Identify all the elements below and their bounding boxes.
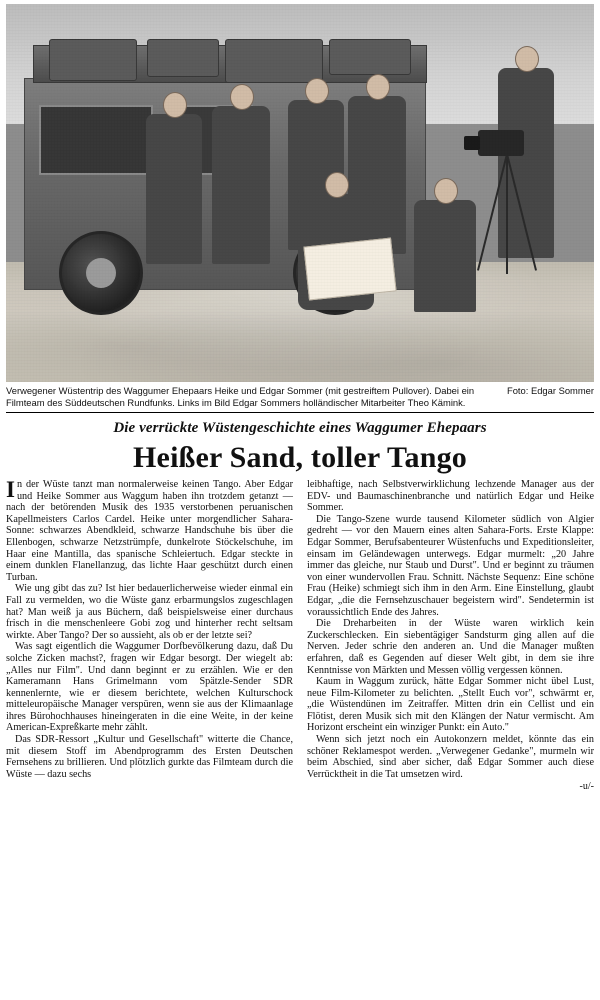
photo-wheel-left xyxy=(59,231,143,315)
photo-person-1 xyxy=(146,114,202,264)
paragraph: Wie ung gibt das zu? Ist hier bedauerlicherweise wieder einmal ein Fall zu vermelden, wo die Wüste ganz erbarmungslos zugeschlagen hat? Man weiß ja aus Büchern, daß beispielsweise einer durchaus frisch in die menschenleere Gobi zog und hinterher recht seltsam wirkte. Aber Tango? Der so aussieht, als ob er der letzte sei? xyxy=(6,583,293,641)
photo-camera-tripod xyxy=(506,154,508,274)
article-photo xyxy=(6,4,594,382)
article-signature: -u/- xyxy=(579,781,594,793)
article-column-left xyxy=(6,479,293,780)
photo-film-camera xyxy=(478,130,524,156)
paragraph: Das SDR-Ressort „Kultur und Gesellschaft" witterte die Chance, mit diesem Stoff im Abendprogramm des Ersten Deutschen Fernsehens zu brillieren. Und plötzlich gurkte das Filmteam durch die Wüste — dazu sechs xyxy=(6,734,293,780)
photo-cargo-4 xyxy=(329,39,411,75)
paragraph: Die Tango-Szene wurde tausend Kilometer südlich von Algier gedreht — vor den Mauern eines alten Sahara-Forts. Erste Klappe: Edgar Sommer, Berufsabenteurer Wüstenfuchs und Expeditionsleiter, einsam im Geländewagen unterwegs. Edgar murmelt: „20 Jahre immer das gleiche, nur Staub und Durst". Und er beginnt zu träumen von einer wundervollen Frau. Schnitt. Nächste Sequenz: Eine schöne Frau (Heike) schmiegt sich ihm in den Arm. Eine Einstellung, glaubt Edgar, „die die Fernsehzuschauer begeistern wird". Sendetermin ist voraussichtlich Ende des Jahres. xyxy=(307,513,594,618)
paragraph: Wenn sich jetzt noch ein Autokonzern meldet, könnte das ein schöner Reklamespot werden. „Verwegener Gedanke", murmeln wir beim Abschied, sind aber sicher, daß Edgar Sommer auch diese Verrücktheit in die Tat umsetzen wird. xyxy=(307,734,594,780)
paragraph: leibhaftige, nach Selbstverwirklichung lechzende Manager aus der EDV- und Baumaschinenbranche und natürlich Edgar und Heike Sommer. xyxy=(307,479,594,514)
paragraph: Was sagt eigentlich die Waggumer Dorfbevölkerung dazu, daß Du solche Zicken machst?, fragen wir Edgar besorgt. Der wiegelt ab: „Alles nur Film". Und dann beginnt er zu erzählen. Wie er den Kameramann Hans Grimelmann vom Spätzle-Sender SDR kennenlernte, wie er diesem berichtete, welchen Kulturschock mitteleuropäische Manager verspüren, wenn sie aus der Klimaanlage ihres Bürohochhauses hineingeraten in die eine Weite, in der keine American-Expreßkarte mehr zählt. xyxy=(6,641,293,734)
paragraph: In der Wüste tanzt man normalerweise keinen Tango. Aber Edgar und Heike Sommer aus Waggum haben ihn trotzdem getanzt — nach der betörenden Musik des 1935 verstorbenen peruanischen Kapellmeisters Carlos Cardel. Heike unter morgendlicher Sahara-Sonne: schwarzes Abendkleid, schwarze Handschuhe bis über die Ellenbogen, schwarze Netzstrümpfe, dunkelrote Stöckelschuhe, im Haar eine Mantilla, das spanische Schleiertuch. Edgar steckte in einem dunklen Flanellanzug, das lichte Haar geschützt durch einen Turban. xyxy=(6,477,293,583)
photo-map-sheet xyxy=(303,238,396,301)
photo-cargo-3 xyxy=(225,39,323,83)
page-title: Heißer Sand, toller Tango xyxy=(133,441,467,474)
photo-truck-window-left xyxy=(39,105,153,175)
photo-cargo-1 xyxy=(49,39,137,81)
paragraph: Die Dreharbeiten in der Wüste waren wirklich kein Zuckerschlecken. Ein siebentägiger Sandsturm ging allen auf die Nerven. Jeder schrie den anderen an. Und die Manager mußten erfahren, daß es Gegenden auf dieser Welt gibt, in dem sie ihre Kenntnisse von Märkten und Messen völlig vergessen können. xyxy=(307,618,594,676)
photo-caption-text: Verwegener Wüstentrip des Waggumer Ehepaars Heike und Edgar Sommer (mit gestreiftem Pullover). Dabei ein Filmteam des Süddeutschen Rundfunks. Links im Bild Edgar Sommers holländischer Mitarbeiter Theo Kämink. xyxy=(6,385,475,408)
article-column-right xyxy=(307,479,594,793)
photo-credit: Foto: Edgar Sommer xyxy=(506,385,594,396)
paragraph: Kaum in Waggum zurück, hätte Edgar Sommer nicht übel Lust, neue Film-Kilometer zu belichten. „Stellt Euch vor", schwärmt er, „die Wüstendünen im Zeitraffer. Mitten drin ein Cellist und ein Flötist, deren Musik sich mit den Klängen der Natur vermischt. Am Horizont erscheint ein winziger Punkt: ein Auto." xyxy=(307,676,594,734)
photo-cargo-2 xyxy=(147,39,219,77)
photo-person-2 xyxy=(212,106,270,264)
article-kicker: Die verrückte Wüstengeschichte eines Waggumer Ehepaars xyxy=(113,420,487,436)
photo-caption xyxy=(6,385,594,413)
photo-person-5 xyxy=(414,200,476,312)
article-body xyxy=(6,479,594,793)
photo-scene xyxy=(6,4,594,382)
